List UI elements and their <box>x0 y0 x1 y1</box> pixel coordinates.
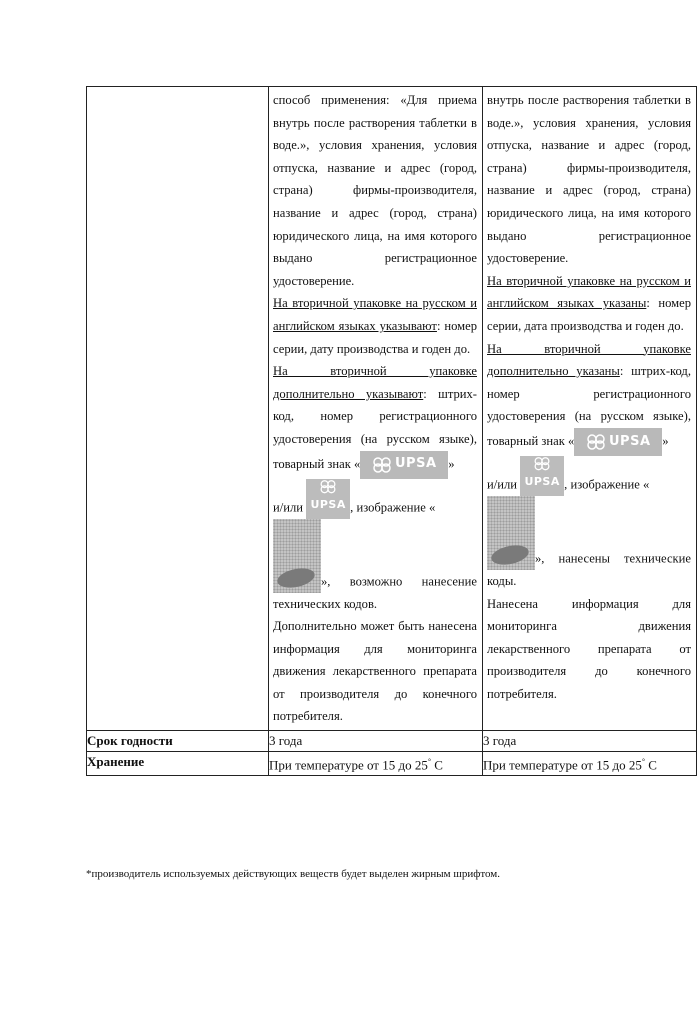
storage-new-text: При температуре от 15 до 25 <box>483 757 642 773</box>
upsa-trademark-logo <box>574 428 662 456</box>
current-p3-or: и/или <box>273 499 307 514</box>
new-paragraph-2 <box>487 270 691 338</box>
tablet-image <box>487 496 535 570</box>
clover-icon <box>372 456 392 474</box>
upsa-square-logo <box>520 456 564 496</box>
storage-row <box>87 752 697 776</box>
comparison-table <box>86 86 697 776</box>
new-p2-underlined: На вторичной упаковке на русском и английском языках указаны <box>487 273 691 311</box>
current-p3-image: , изображение « <box>350 499 436 514</box>
upsa-square-logo <box>306 479 350 519</box>
new-p2-text: : номер серии, дата производства и годен до. <box>487 296 691 333</box>
new-paragraph-3 <box>487 338 691 593</box>
new-p3-close: » <box>662 433 669 448</box>
packaging-row <box>87 87 697 731</box>
storage-unit: С <box>645 757 657 773</box>
storage-unit: С <box>431 757 443 773</box>
tablet-image <box>273 519 321 593</box>
storage-new <box>483 752 697 776</box>
new-p3-underlined: На вторичной упаковке дополнительно указаны <box>487 341 691 379</box>
current-p3-end: », возможно нанесение технических кодов. <box>273 573 477 611</box>
shelf-life-label: Срок годности <box>87 731 269 752</box>
current-p3-close: » <box>448 456 455 471</box>
packaging-current-cell <box>269 87 483 731</box>
upsa-square-logo-text: UPSA <box>524 475 560 489</box>
tablet-shape <box>276 565 317 591</box>
current-p3-underlined: На вторичной упаковке дополнительно указывают <box>273 364 477 401</box>
current-p3-text: : штрих-код, номер регистрационного удостоверения (на русском языке), товарный знак « <box>273 386 478 471</box>
shelf-life-new: 3 года <box>483 731 697 752</box>
packaging-label-cell <box>87 87 269 731</box>
tablet-shape <box>490 542 531 568</box>
new-paragraph-1: внутрь после растворения таблетки в воде.», условия хранения, условия отпуска, название и адрес (город, страна) фирмы-производителя, название и адрес (город, страна) юридического лица, на имя которого выдано регистрационное удостоверение. <box>487 93 691 266</box>
upsa-square-logo-text: UPSA <box>310 497 346 511</box>
new-p3-text: : штрих-код, номер регистрационного удостоверения (на русском языке), товарный знак « <box>487 364 691 448</box>
footnote: *производитель используемых действующих веществ будет выделен жирным шрифтом. <box>86 868 501 880</box>
storage-current-text: При температуре от 15 до 25 <box>269 757 428 773</box>
clover-icon <box>586 433 606 451</box>
current-paragraph-2 <box>273 292 477 360</box>
new-paragraph-4: Нанесена информация для мониторинга движения лекарственного препарата от производителя до конечного потребителя. <box>487 596 691 701</box>
new-p3-end: », нанесены технические коды. <box>487 551 691 588</box>
new-p3-image: , изображение « <box>564 477 650 492</box>
packaging-new-cell <box>483 87 697 731</box>
current-paragraph-4: Дополнительно может быть нанесена информация для мониторинга движения лекарственного препарата от производителя до конечного потребителя. <box>273 619 477 724</box>
clover-icon <box>532 456 552 471</box>
shelf-life-row <box>87 731 697 752</box>
storage-label: Хранение <box>87 752 269 776</box>
current-paragraph-1: способ применения: «Для приема внутрь после растворения таблетки в воде.», условия хранения, условия отпуска, название и адрес (город, страна) фирмы-производителя, название и адрес (город, страна) юридического лица, на имя которого выдано регистрационное удостоверение. <box>273 93 477 288</box>
clover-icon <box>318 479 338 494</box>
storage-current <box>269 752 483 776</box>
upsa-trademark-logo <box>360 451 448 479</box>
upsa-logo-text: UPSA <box>395 456 437 472</box>
upsa-logo-text: UPSA <box>609 433 651 449</box>
degree-sign: ° <box>427 757 432 767</box>
degree-sign: ° <box>641 757 646 767</box>
current-paragraph-3 <box>273 360 477 615</box>
shelf-life-current: 3 года <box>269 731 483 752</box>
current-p2-text: : номер серии, дату производства и годен до. <box>273 318 477 356</box>
current-p2-underlined: На вторичной упаковке на русском и английском языках указывают <box>273 296 477 333</box>
new-p3-or: и/или <box>487 477 521 492</box>
